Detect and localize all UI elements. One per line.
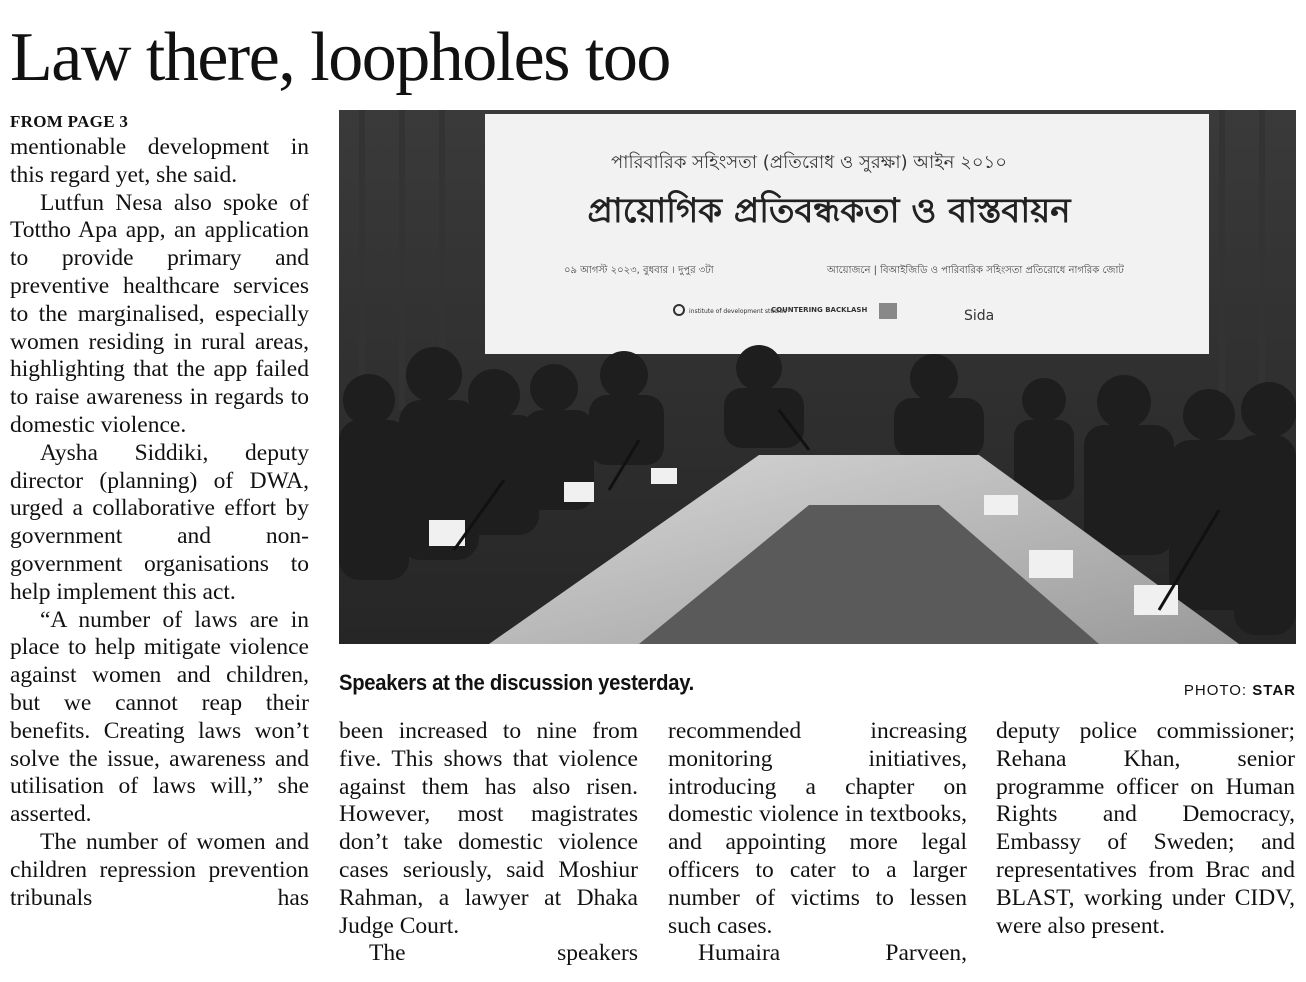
- banner: [485, 114, 1209, 354]
- banner-organiser: আয়োজনে | বিআইজিডি ও পারিবারিক সহিংসতা প্রতিরোধে নাগরিক জোট: [827, 265, 1124, 276]
- paragraph: Aysha Siddiki, deputy director (planning) of DWA, urged a collaborative effort by government and non-government organisations to help implement this act.: [10, 439, 309, 605]
- banner-line-1: পারিবারিক সহিংসতা (প্রতিরোধ ও সুরক্ষা) আইন ২০১০: [611, 152, 1007, 173]
- headline: Law there, loopholes too: [10, 19, 670, 96]
- photo-credit: [1184, 682, 1296, 699]
- paragraph: Humaira Parveen,: [698, 940, 967, 967]
- paragraph: The number of women and children repression prevention tribunals has: [10, 828, 309, 911]
- paragraph: Lutfun Nesa also spoke of Tottho Apa app, an application to provide primary and preventive healthcare services to the marginalised, especially women residing in rural areas, highlighting that the app failed to raise awareness in regards to domestic violence.: [10, 189, 309, 438]
- photo-illustration: [339, 110, 1296, 644]
- article-column-3: [668, 718, 967, 968]
- logo-sida: Sida: [964, 308, 995, 324]
- bigd-logo-icon: [879, 303, 897, 319]
- jump-line: FROM PAGE 3: [10, 112, 129, 131]
- article-column-1: [10, 112, 309, 912]
- paragraph: deputy police commissioner; Rehana Khan, senior programme officer on Human Rights and Democracy, Embassy of Sweden; and representatives from Brac and BLAST, working under CIDV, were also present.: [996, 718, 1295, 939]
- paragraph: “A number of laws are in place to help mitigate violence against women and children, but we cannot reap their benefits. Creating laws won’t solve the issue, awareness and utilisation of laws will,” she asserted.: [10, 606, 309, 828]
- banner-date: ০৯ আগস্ট ২০২৩, বুধবার । দুপুর ৩টা: [564, 265, 714, 276]
- event-photo: [339, 110, 1296, 644]
- paragraph: mentionable development in this regard yet, she said.: [10, 134, 309, 188]
- credit-source: STAR: [1252, 682, 1296, 699]
- photo-caption: Speakers at the discussion yesterday.: [339, 670, 695, 695]
- paragraph: The speakers: [369, 940, 638, 967]
- paragraph: recommended increasing monitoring initiatives, introducing a chapter on domestic violence in textbooks, and appointing more legal officers to cater to a larger number of victims to lessen such cases.: [668, 718, 967, 939]
- logo-countering-backlash: COUNTERING BACKLASH: [771, 306, 868, 314]
- logo-ids: institute of development studies: [689, 308, 787, 315]
- paragraph: been increased to nine from five. This shows that violence against them has also risen. However, most magistrates don’t take domestic violence cases seriously, said Moshiur Rahman, a lawyer at Dhaka Judge Court.: [339, 718, 638, 939]
- article-column-4: [996, 718, 1295, 940]
- credit-label: PHOTO:: [1183, 682, 1248, 699]
- article-column-2: [339, 718, 638, 968]
- banner-line-2: প্রায়োগিক প্রতিবন্ধকতা ও বাস্তবায়ন: [587, 191, 1071, 231]
